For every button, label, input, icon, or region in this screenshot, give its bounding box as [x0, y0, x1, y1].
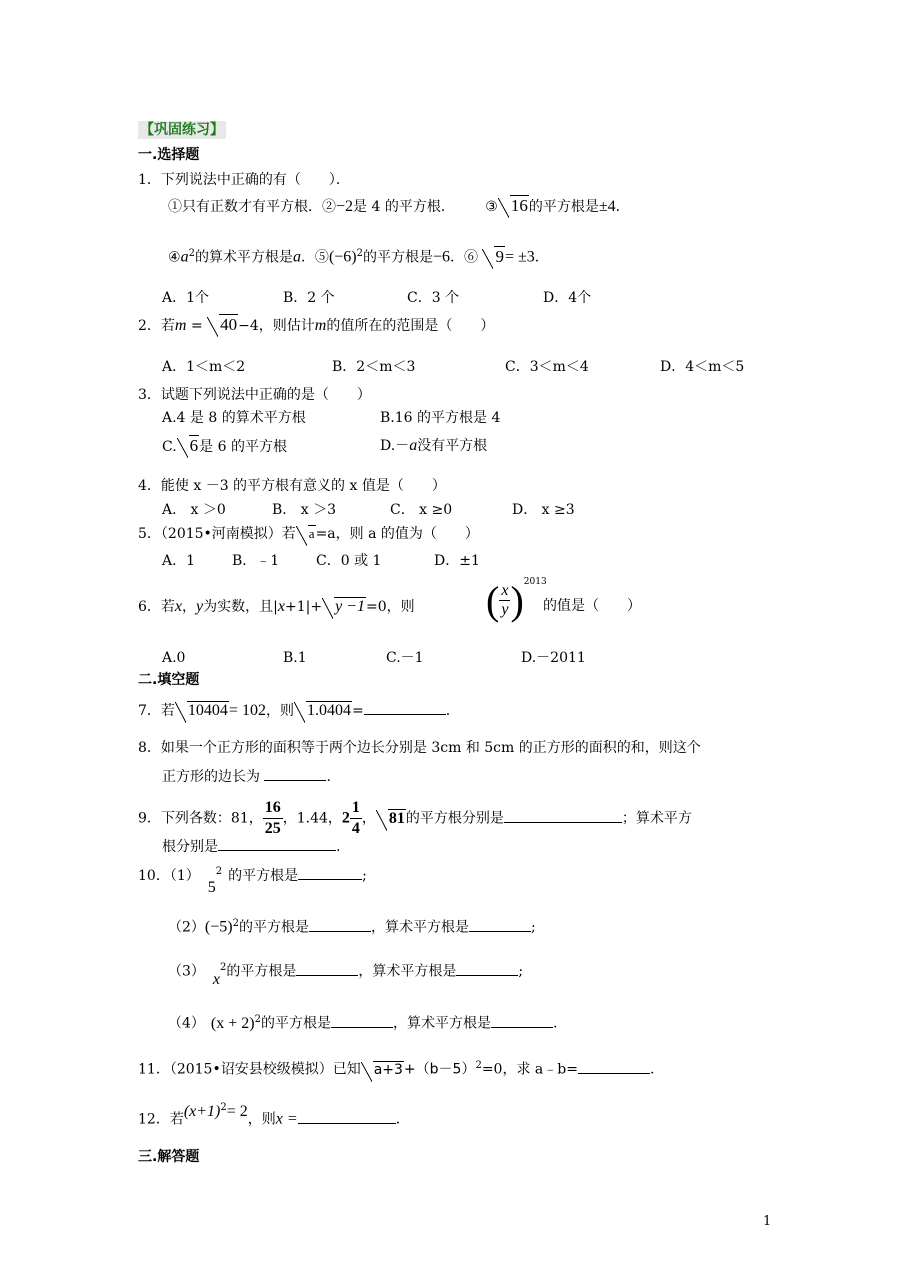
q6-stem-end: 的值是（ ） [543, 598, 641, 614]
q4-opt-a: A． x ＞0 [162, 502, 226, 518]
q5-stem: 5．（2015•河南模拟）若 a=a，则 a 的值为（ ） [138, 526, 479, 542]
q3-opt-a: A.4 是 8 的算术平方根 [162, 410, 306, 426]
q6-opt-c: C.－1 [386, 650, 424, 666]
q6-opt-d: D.－2011 [521, 650, 586, 666]
page-number: 1 [763, 1214, 772, 1229]
q5-opt-b: B．﹣1 [232, 553, 280, 569]
q6-fraction-power: ( $\frac{x}{y}$ )$^{2013}$ [486, 577, 547, 623]
q9-line1: 9．下列各数：81， $\frac{16}{25}$ ，1.44，2 $\frac{1}{4}$ ， 81的平方根分别是 ；算术平方 [138, 799, 692, 837]
q10-part3: （3） $x^2$的平方根是 ，算术平方根是 ; [168, 962, 524, 988]
q5-opt-a: A．1 [162, 553, 196, 569]
q10-part1: 10．$(1)5^2$ 的平方根是 ; [138, 866, 367, 896]
q6-opt-b: B.1 [283, 650, 307, 666]
q7: 7．若 10404= 102，则 1.0404= . [138, 702, 451, 719]
q4-opt-c: C． x ≥0 [390, 502, 453, 518]
q9-line2: 根分别是 . [162, 836, 340, 857]
q2-opt-b: B．2＜m＜3 [332, 359, 416, 375]
q8-line1: 8．如果一个正方形的面积等于两个边长分别是 3cm 和 5cm 的正方形的面积的和，则这个 [138, 740, 701, 756]
q2-opt-a: A．1＜m＜2 [162, 359, 246, 375]
q3-opt-b: B.16 的平方根是 4 [380, 410, 501, 426]
q1-line-b: $④a^2$的算术平方根是a．$⑤(-6)^2$的平方根是−6．⑥ 9= ±3． [168, 246, 549, 266]
section-tag: 【巩固练习】 [140, 122, 224, 138]
q1-stem: 1．下列说法中正确的有（ ）． [138, 172, 350, 188]
q2-opt-c: C．3＜m＜4 [505, 359, 589, 375]
q3-stem: 3．试题下列说法中正确的是（ ） [138, 387, 371, 403]
q5-opt-c: C．0 或 1 [316, 553, 382, 569]
q6-stem: 6．若x，y为实数，且|x+1|+ y −1=0，则 [138, 598, 415, 615]
q12: 12．若$(x+1)^2= 2$，则x = ． [138, 1102, 410, 1128]
q2-stem: 2．若m = 40−4，则估计m的值所在的范围是（ ） [138, 315, 495, 334]
q4-opt-d: D． x ≥3 [512, 502, 575, 518]
q1-opt-b: B．2 个 [283, 290, 335, 306]
section-choice-heading: 一.选择题 [138, 147, 200, 163]
section-fill-heading: 二.填空题 [138, 672, 200, 688]
q11: 11．（2015•诏安县校级模拟）已知 $a+3+(b-5)^2=0$，求 a﹣b= . [138, 1060, 655, 1078]
q3-opt-c: C. 6是 6 的平方根 [162, 436, 287, 455]
q10-part4: （4） $(x + 2)^2$的平方根是 ，算术平方根是 . [168, 1014, 558, 1032]
q8-line2: 正方形的边长为 . [162, 766, 331, 787]
q4-stem: 4．能使 x －3 的平方根有意义的 x 值是（ ） [138, 478, 446, 494]
section-answer-heading: 三.解答题 [138, 1149, 200, 1165]
q4-opt-b: B． x ＞3 [272, 502, 336, 518]
q10-part2: $(2)(-5)^2$的平方根是 ，算术平方根是 ; [168, 918, 536, 936]
q1-line-a: ①只有正数才有平方根．②−2是 4 的平方根． ③ 16的平方根是±4． [168, 196, 630, 215]
q5-opt-d: D．±1 [434, 553, 480, 569]
q1-opt-d: D．4个 [543, 290, 592, 306]
q3-opt-d: D.－a没有平方根 [380, 437, 488, 454]
q2-opt-d: D．4＜m＜5 [660, 359, 745, 375]
q6-opt-a: A.0 [162, 650, 186, 666]
q1-opt-a: A．1个 [162, 290, 210, 306]
q1-opt-c: C．3 个 [407, 290, 460, 306]
